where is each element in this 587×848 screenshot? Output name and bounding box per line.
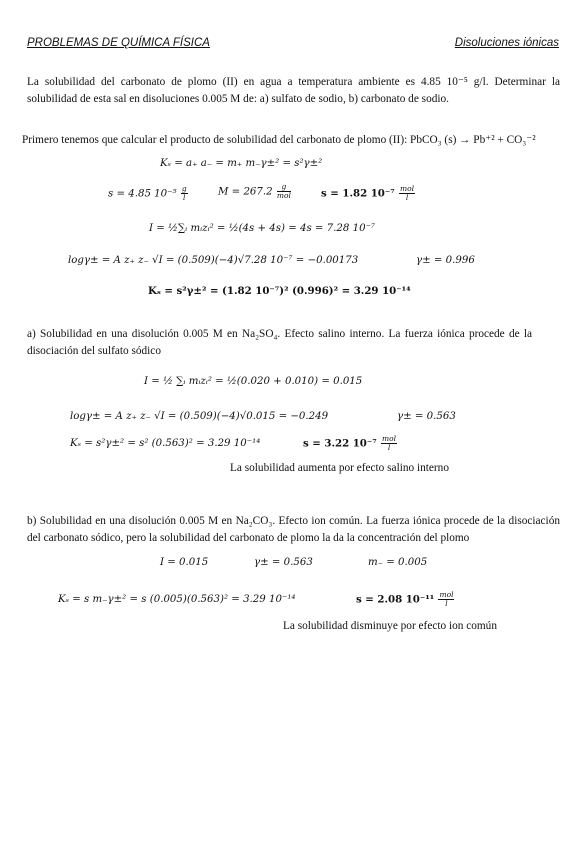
m-minus-b: m₋ = 0.005	[368, 557, 428, 568]
ionic-strength-a: I = ½ ∑ᵢ mᵢzᵢ² = ½(0.020 + 0.010) = 0.015	[144, 376, 363, 387]
molar-mass: M = 267.2 $\frac{g}{\text{mol}}$	[218, 182, 291, 200]
part-b-conclusion: La solubilidad disminuye por efecto ion común	[283, 620, 497, 632]
s-b: s = 2.08 10⁻¹¹ $\frac{\text{mol}}{l}$	[356, 590, 454, 608]
gamma-b: γ± = 0.563	[254, 557, 313, 568]
part-b-statement: b) Solubilidad en una disolución 0.005 M en Na₂CO₃. Efecto ion común. La fuerza iónica procede de la disociación del carbonato sódico, pero la solubilidad del carbonato de plomo la da la concentración del plomo	[27, 515, 560, 544]
log-gamma-a: logγ± = A z₊ z₋ √I = (0.509)(−4)√0.015 = −0.249	[70, 411, 329, 422]
ks-b: Kₛ = s m₋γ±² = s (0.005)(0.563)² = 3.29 10⁻¹⁴	[58, 594, 296, 605]
ks-a: Kₛ = s²γ±² = s² (0.563)² = 3.29 10⁻¹⁴	[70, 438, 261, 449]
part-a-statement: a) Solubilidad en una disolución 0.005 M en Na₂SO₄. Efecto salino interno. La fuerza iónica procede de la disociación del sulfato sódico	[27, 328, 532, 357]
ks-result: Kₛ = s²γ±² = (1.82 10⁻⁷)² (0.996)² = 3.29 10⁻¹⁴	[148, 285, 411, 297]
s-a: s = 3.22 10⁻⁷ $\frac{\text{mol}}{l}$	[303, 434, 397, 452]
molar-mass-unit: $\frac{g}{\text{mol}}$	[276, 182, 291, 200]
s-molar: s = 1.82 10⁻⁷ $\frac{\text{mol}}{l}$	[321, 184, 415, 202]
header-right-title: Disoluciones iónicas	[454, 37, 559, 49]
log-gamma-0: logγ± = A z₊ z₋ √I = (0.509)(−4)√7.28 10⁻⁷ = −0.00173	[68, 255, 359, 266]
s-a-unit: $\frac{\text{mol}}{l}$	[382, 434, 397, 452]
gamma-a: γ± = 0.563	[397, 411, 456, 422]
part-a-conclusion: La solubilidad aumenta por efecto salino interno	[230, 462, 449, 474]
s-unit: $\frac{g}{l}$	[181, 184, 187, 202]
header-left-title: PROBLEMAS DE QUÍMICA FÍSICA	[27, 37, 210, 49]
gamma-0: γ± = 0.996	[416, 255, 475, 266]
s-b-unit: $\frac{\text{mol}}{l}$	[439, 590, 454, 608]
s-molar-unit: $\frac{\text{mol}}{l}$	[400, 184, 415, 202]
ks-definition: Kₛ = a₊ a₋ = m₊ m₋γ±² = s²γ±²	[160, 158, 323, 169]
ionic-strength-b: I = 0.015	[160, 557, 209, 568]
problem-statement: La solubilidad del carbonato de plomo (II) en agua a temperatura ambiente es 4.85 10⁻⁵ g/l. Determinar la solubilidad de esta sal en disoluciones 0.005 M de: a) sulfato de sodio, b) carbonato de sodio.	[27, 76, 560, 105]
ionic-strength-0: I = ½∑ᵢ mᵢzᵢ² = ½(4s + 4s) = 4s = 7.28 10⁻⁷	[149, 223, 376, 234]
intro-text: Primero tenemos que calcular el producto de solubilidad del carbonato de plomo (II): PbCO₃ (s) → Pb⁺² + CO₃⁻²	[22, 134, 536, 146]
s-given: s = 4.85 10⁻⁵ $\frac{g}{l}$	[108, 184, 187, 202]
